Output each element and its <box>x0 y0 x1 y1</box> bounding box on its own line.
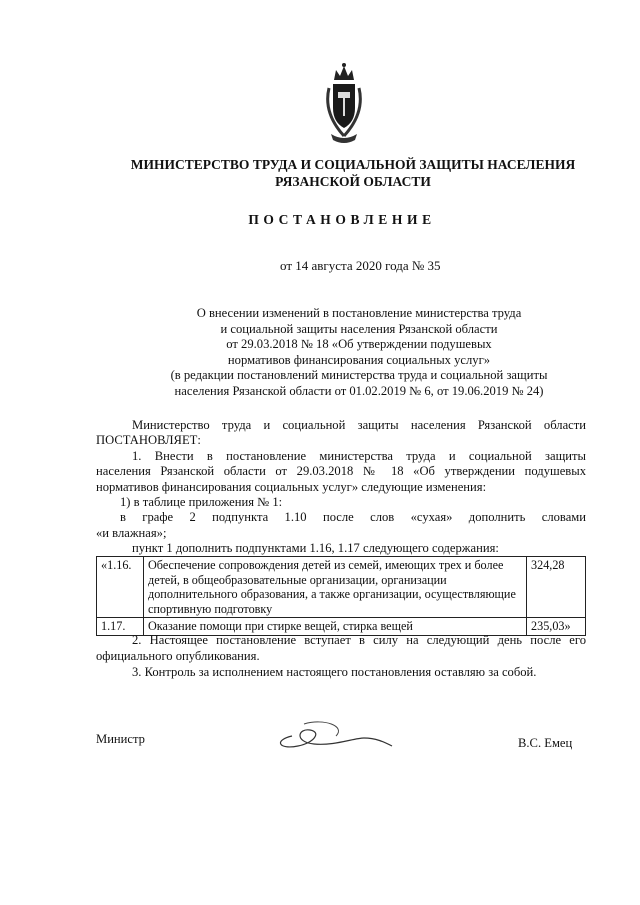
paragraph-preamble: Министерство труда и социальной защиты населения Рязанской области <box>132 418 586 432</box>
closing-paragraphs <box>96 632 586 680</box>
handwritten-signature <box>264 716 394 756</box>
document-body <box>96 418 586 557</box>
paragraph-item-2: 2. Настоящее постановление вступает в силу на следующий день после его <box>132 633 586 647</box>
table-cell-service: Обеспечение сопровождения детей из семей, имеющих трех и более детей, в общеобразовательные организации, организации дополнительного образования, а также организации, осуществляющие спортивную подготовку <box>144 557 527 618</box>
document-type-title: ПОСТАНОВЛЕНИЕ <box>248 212 436 227</box>
paragraph-item-1-cont: населения Рязанской области от 29.03.2018 № 18 «Об утверждении подушевых <box>96 464 586 479</box>
subject-line: (в редакции постановлений министерства труда и социальной защиты <box>170 368 548 383</box>
table-cell-price: 235,03» <box>527 618 586 636</box>
document-subject <box>160 306 558 400</box>
table-cell-service: Оказание помощи при стирке вещей, стирка вещей <box>144 618 527 636</box>
paragraph-subitem-1: 1) в таблице приложения № 1: <box>120 495 283 510</box>
coat-of-arms-emblem <box>319 58 369 148</box>
paragraph-item-3: 3. Контроль за исполнением настоящего постановления оставляю за собой. <box>132 665 537 679</box>
subject-line: О внесении изменений в постановление министерства труда <box>196 306 522 320</box>
table-cell-price: 324,28 <box>527 557 586 618</box>
ministry-name-line1: МИНИСТЕРСТВО ТРУДА И СОЦИАЛЬНОЙ ЗАЩИТЫ НАСЕЛЕНИЯ <box>130 157 576 172</box>
subject-line: и социальной защиты населения Рязанской области <box>220 321 498 336</box>
signatory-position: Министр <box>96 732 145 746</box>
table-cell-number: 1.17. <box>97 618 144 636</box>
paragraph-add-subitems: пункт 1 дополнить подпунктами 1.16, 1.17 следующего содержания: <box>132 541 499 556</box>
subject-line: населения Рязанской области от 01.02.2019 № 6, от 19.06.2019 № 24) <box>174 383 544 398</box>
signatory-name: В.С. Емец <box>518 736 573 750</box>
document-date-number: от 14 августа 2020 года № 35 <box>280 258 441 273</box>
paragraph-column-change: в графе 2 подпункта 1.10 после слов «сухая» дополнить словами <box>120 510 586 525</box>
subject-line: нормативов финансирования социальных услуг» <box>227 352 491 367</box>
paragraph-resolves: ПОСТАНОВЛЯЕТ: <box>96 433 201 448</box>
subject-line: от 29.03.2018 № 18 «Об утверждении подушевых <box>226 337 492 352</box>
paragraph-item-1: 1. Внести в постановление министерства труда и социальной защиты <box>132 448 586 463</box>
table-cell-number: «1.16. <box>97 557 144 618</box>
ministry-header <box>0 156 640 190</box>
paragraph-item-1-end: нормативов финансирования социальных услуг» следующие изменения: <box>96 479 487 494</box>
amendment-table <box>96 556 586 636</box>
table-row <box>97 557 586 618</box>
paragraph-column-change-end: «и влажная»; <box>96 525 167 540</box>
paragraph-item-2-end: официального опубликования. <box>96 649 260 663</box>
ministry-name-line2: РЯЗАНСКОЙ ОБЛАСТИ <box>275 174 431 189</box>
